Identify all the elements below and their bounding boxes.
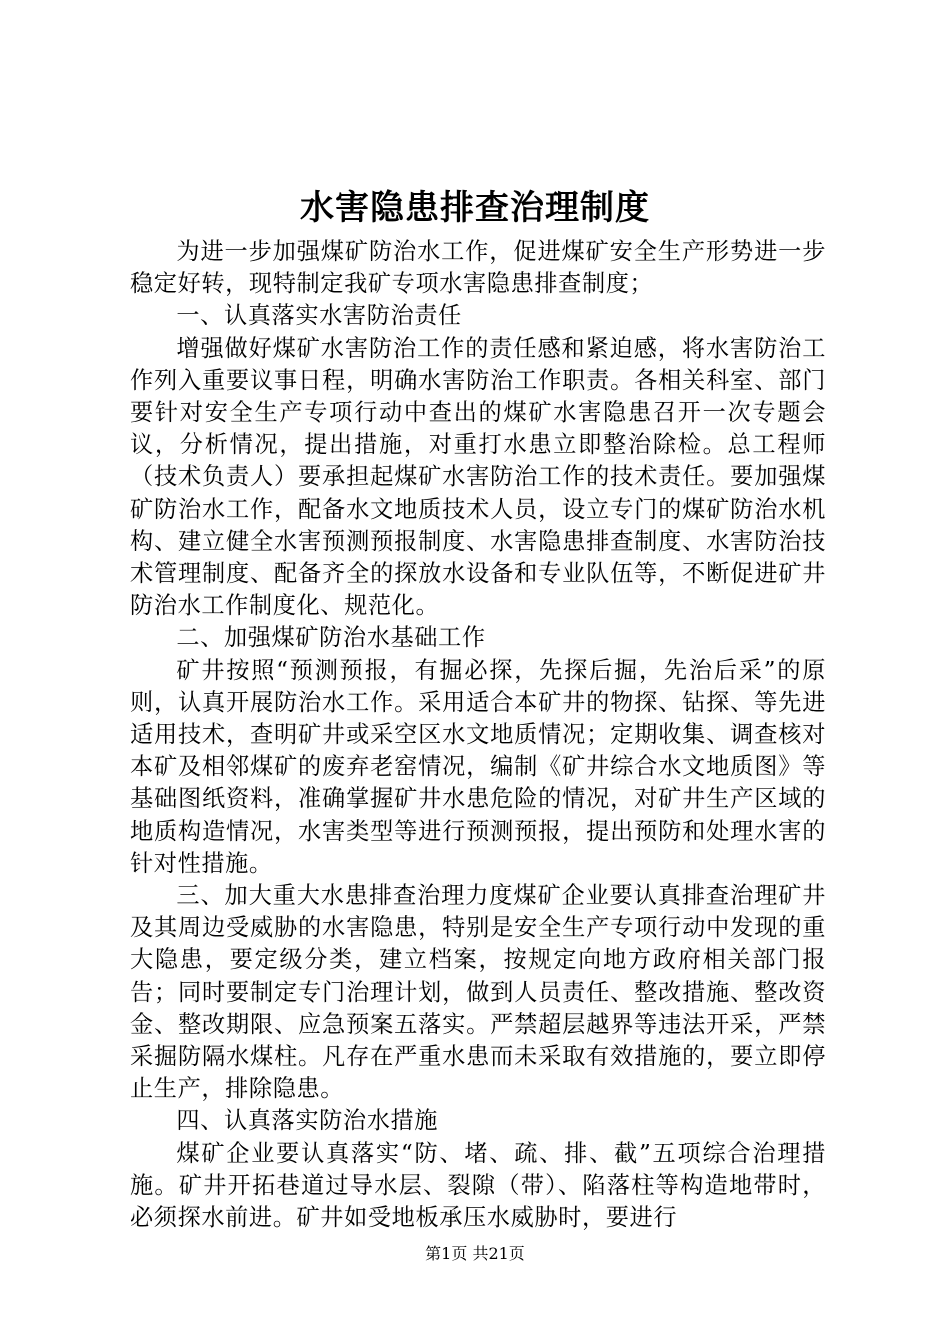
- section-paragraph-1: 增强做好煤矿水害防治工作的责任感和紧迫感，将水害防治工作列入重要议事日程，明确水害防治工作职责。各相关科室、部门要针对安全生产专项行动中查出的煤矿水害隐患召开一次专题会议，分析情况，提出措施，对重打水患立即整治除检。总工程师（技术负责人）要承担起煤矿水害防治工作的技术责任。要加强煤矿防治水工作，配备水文地质技术人员，设立专门的煤矿防治水机构、建立健全水害预测预报制度、水害隐患排查制度、水害防治技术管理制度、配备齐全的探放水设备和专业队伍等，不断促进矿井防治水工作制度化、规范化。: [130, 334, 826, 620]
- section-paragraph-3: 三、加大重大水患排查治理力度煤矿企业要认真排查治理矿井及其周边受威胁的水害隐患，特别是安全生产专项行动中发现的重大隐患，要定级分类，建立档案，按规定向地方政府相关部门报告；同时要制定专门治理计划，做到人员责任、整改措施、整改资金、整改期限、应急预案五落实。严禁超层越界等违法开采，严禁采掘防隔水煤柱。凡存在严重水患而未采取有效措施的，要立即停止生产，排除隐患。: [130, 882, 826, 1103]
- section-paragraph-2: 矿井按照“预测预报，有掘必探，先探后掘，先治后采”的原则，认真开展防治水工作。采用适合本矿井的物探、钻探、等先进适用技术，查明矿井或采空区水文地质情况；定期收集、调查核对本矿及相邻煤矿的废弃老窑情况，编制《矿井综合水文地质图》等基础图纸资料，准确掌握矿井水患危险的情况，对矿井生产区域的地质构造情况，水害类型等进行预测预报，提出预防和处理水害的针对性措施。: [130, 656, 826, 877]
- section-heading-4: 四、认真落实防治水措施: [176, 1107, 439, 1135]
- document-body: [130, 236, 826, 1234]
- page-number-footer: 第1页 共21页: [425, 1244, 525, 1263]
- section-heading-2: 二、加强煤矿防治水基础工作: [176, 624, 486, 652]
- intro-paragraph: 为进一步加强煤矿防治水工作，促进煤矿安全生产形势进一步稳定好转，现特制定我矿专项水害隐患排查制度；: [130, 238, 826, 298]
- section-paragraph-4: 煤矿企业要认真落实“防、堵、疏、排、截”五项综合治理措施。矿井开拓巷道过导水层、裂隙（带）、陷落柱等构造地带时，必须探水前进。矿井如受地板承压水威胁时，要进行: [130, 1139, 826, 1232]
- document-title: 水害隐患排查治理制度: [300, 188, 650, 228]
- section-heading-1: 一、认真落实水害防治责任: [176, 302, 462, 330]
